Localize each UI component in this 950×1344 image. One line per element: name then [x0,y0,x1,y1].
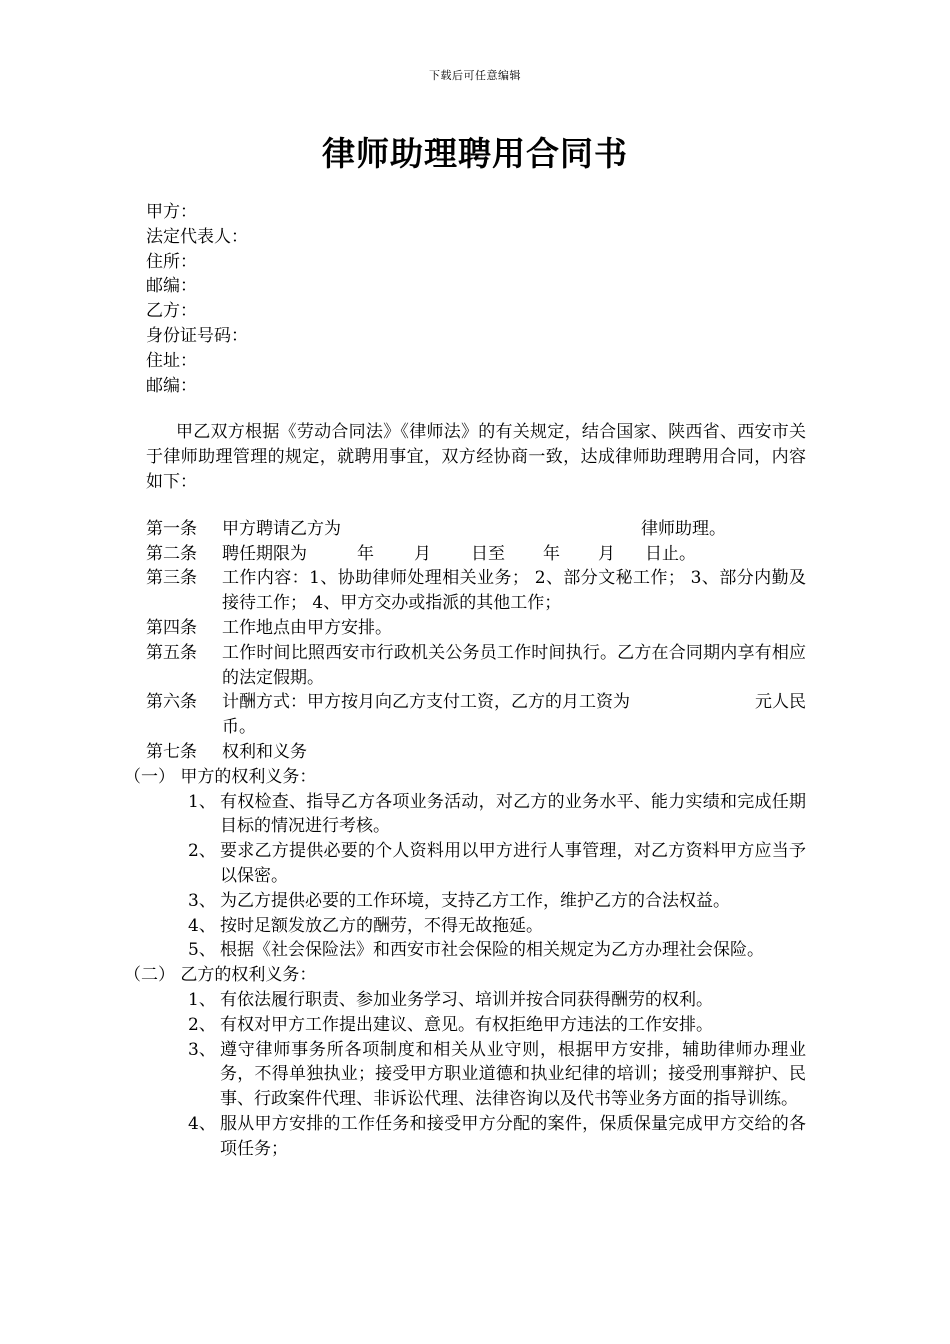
article-text: 权利和义务 [222,741,307,762]
legal-rep-line: 法定代表人： [146,226,248,247]
article-text: 工作地点由甲方安排。 [222,617,392,638]
list-item: 4、 服从甲方安排的工作任务和接受甲方分配的案件，保质保量完成甲方交给的各项任务； [188,1113,806,1159]
currency-text: 元人民 [755,692,806,713]
section-heading-party-a: （一） 甲方的权利义务： [124,766,317,787]
list-item: 2、 要求乙方提供必要的个人资料用以甲方进行人事管理，对乙方资料甲方应当予以保密。 [188,841,806,886]
list-item: 2、 有权对甲方工作提出建议、意见。有权拒绝甲方违法的工作安排。 [188,1014,713,1035]
articles [124,517,806,1162]
list-item: 3、 遵守律师事务所各项制度和相关从业守则，根据甲方安排，辅助律师办理业务，不得单独执业；接受甲方职业道德和执业纪律的培训；接受刑事辩护、民事、行政案件代理、非诉讼代理、法律咨询以及代书等业务方面的指导训练。 [188,1039,806,1110]
currency-text-end: 币。 [222,717,256,738]
article-number: 第五条 [146,642,197,663]
residence-line: 住址： [146,350,197,371]
month-label-2: 月 [598,543,615,564]
article-3 [146,566,806,616]
party-info [146,200,806,398]
article-text: 计酬方式：甲方按月向乙方支付工资，乙方的月工资为 [222,692,630,713]
postcode-b-line: 邮编： [146,375,197,396]
term-label: 聘任期限为 [222,543,307,564]
document-body [124,200,806,1161]
article-text: 工作时间比照西安市行政机关公务员工作时间执行。乙方在合同期内享有相应的法定假期。 [222,642,806,688]
year-label-2: 年 [543,543,560,564]
month-label: 月 [414,543,431,564]
year-label: 年 [357,543,374,564]
document-title: 律师助理聘用合同书 [322,134,628,173]
article-number: 第三条 [146,568,197,589]
day-end-label: 日止。 [645,543,696,564]
article-2 [146,542,806,567]
article-text: 工作内容：1、协助律师处理相关业务； 2、部分文秘工作； 3、部分内勤及接待工作； 4、甲方交办或指派的其他工作； [222,568,806,614]
list-item: 5、 根据《社会保险法》和西安市社会保险的相关规定为乙方办理社会保险。 [188,940,764,961]
article-4 [146,616,806,641]
day-to-label: 日至 [471,543,505,564]
article-7 [146,740,806,765]
article-5 [146,641,806,691]
id-number-line: 身份证号码： [146,325,248,346]
article-text: 甲方聘请乙方为 [222,518,341,539]
list-item: 1、 有权检查、指导乙方各项业务活动，对乙方的业务水平、能力实绩和完成任期目标的情况进行考核。 [188,791,806,837]
address-line: 住所： [146,251,197,272]
article-1 [146,517,806,542]
article-number: 第七条 [146,741,197,762]
header-note: 下载后可任意编辑 [429,69,521,82]
list-item: 1、 有依法履行职责、参加业务学习、培训并按合同获得酬劳的权利。 [188,989,713,1010]
party-a-line: 甲方： [146,202,197,222]
party-b-line: 乙方： [146,301,197,322]
intro-paragraph: 甲乙双方根据《劳动合同法》《律师法》的有关规定，结合国家、陕西省、西安市关于律师助理管理的规定，就聘用事宜，双方经协商一致，达成律师助理聘用合同，内容如下： [146,422,806,492]
article-6 [146,690,806,740]
article-number: 第四条 [146,617,197,638]
list-item: 4、 按时足额发放乙方的酬劳，不得无故拖延。 [188,915,543,936]
article-number: 第二条 [146,543,197,564]
postcode-line: 邮编： [146,276,197,297]
article-number: 第一条 [146,518,197,539]
section-heading-party-b: （二） 乙方的权利义务： [124,965,317,986]
list-item: 3、 为乙方提供必要的工作环境，支持乙方工作，维护乙方的合法权益。 [188,890,730,911]
article-text-end: 律师助理。 [641,518,726,539]
article-number: 第六条 [146,692,197,713]
